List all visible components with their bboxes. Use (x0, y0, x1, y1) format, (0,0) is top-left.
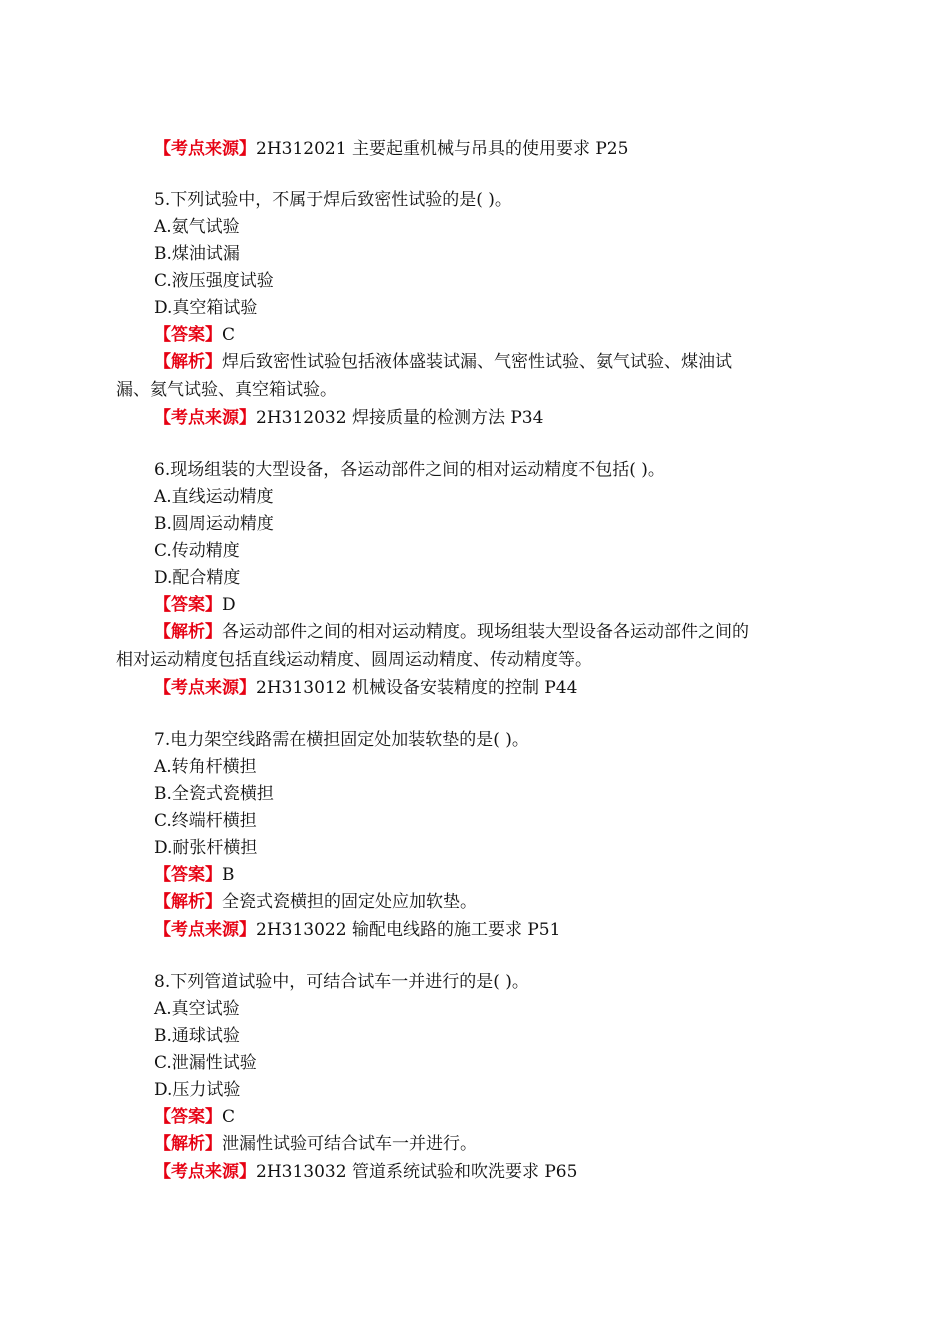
analysis-label: 【解析】 (154, 622, 222, 642)
analysis-line (154, 892, 477, 912)
option-a (154, 757, 257, 777)
option-d (154, 298, 257, 318)
option-b (154, 244, 240, 264)
source-label: 【考点来源】 (154, 1162, 256, 1182)
question-8 (154, 972, 529, 992)
analysis-label: 【解析】 (154, 352, 222, 372)
option-b (154, 784, 274, 804)
option-d (154, 1080, 240, 1100)
analysis-text: 泄漏性试验可结合试车一并进行。 (222, 1134, 477, 1154)
analysis-text: 漏、氦气试验、真空箱试验。 (116, 380, 337, 400)
question-text: 7.电力架空线路需在横担固定处加装软垫的是( )。 (154, 730, 529, 750)
option-d (154, 838, 257, 858)
option-b (154, 1026, 240, 1046)
option-text: D.配合精度 (154, 568, 241, 588)
analysis-text: 各运动部件之间的相对运动精度。现场组装大型设备各运动部件之间的 (222, 622, 749, 642)
answer-line (154, 595, 236, 615)
question-5 (154, 190, 512, 210)
option-text: A.转角杆横担 (154, 757, 257, 777)
analysis-text: 相对运动精度包括直线运动精度、圆周运动精度、传动精度等。 (116, 650, 592, 670)
question-7 (154, 730, 529, 750)
answer-line (154, 325, 235, 345)
analysis-line (154, 1134, 477, 1154)
option-a (154, 999, 240, 1019)
answer-label: 【答案】 (154, 595, 222, 615)
option-c (154, 271, 274, 291)
analysis-continuation (116, 650, 592, 670)
option-b (154, 514, 274, 534)
option-c (154, 1053, 257, 1073)
option-text: D.压力试验 (154, 1080, 241, 1100)
option-text: C.传动精度 (154, 541, 240, 561)
source-label: 【考点来源】 (154, 920, 256, 940)
answer-text: D (222, 595, 236, 615)
option-text: B.圆周运动精度 (154, 514, 274, 534)
answer-label: 【答案】 (154, 325, 222, 345)
option-text: B.通球试验 (154, 1026, 240, 1046)
analysis-label: 【解析】 (154, 1134, 222, 1154)
answer-text: C (222, 1107, 236, 1127)
source-label: 【考点来源】 (154, 408, 256, 428)
answer-line (154, 865, 235, 885)
option-text: C.液压强度试验 (154, 271, 274, 291)
source-text: 2H313032 管道系统试验和吹洗要求 P65 (256, 1162, 578, 1182)
source-text: 2H312021 主要起重机械与吊具的使用要求 P25 (256, 139, 629, 159)
option-text: A.直线运动精度 (154, 487, 274, 507)
question-text: 8.下列管道试验中，可结合试车一并进行的是( )。 (154, 972, 529, 992)
answer-text: C (222, 325, 236, 345)
option-text: B.煤油试漏 (154, 244, 240, 264)
option-c (154, 541, 240, 561)
option-text: D.耐张杆横担 (154, 838, 258, 858)
source-label: 【考点来源】 (154, 139, 256, 159)
answer-label: 【答案】 (154, 865, 222, 885)
source-line (154, 1162, 577, 1182)
source-line (154, 139, 628, 159)
source-line (154, 920, 560, 940)
source-line (154, 408, 543, 428)
answer-label: 【答案】 (154, 1107, 222, 1127)
question-text: 6.现场组装的大型设备，各运动部件之间的相对运动精度不包括( )。 (154, 460, 665, 480)
analysis-text: 全瓷式瓷横担的固定处应加软垫。 (222, 892, 477, 912)
option-d (154, 568, 240, 588)
source-text: 2H313022 输配电线路的施工要求 P51 (256, 920, 561, 940)
option-a (154, 217, 240, 237)
option-text: A.氨气试验 (154, 217, 240, 237)
option-text: C.泄漏性试验 (154, 1053, 257, 1073)
answer-line (154, 1107, 235, 1127)
question-6 (154, 460, 665, 480)
source-text: 2H312032 焊接质量的检测方法 P34 (256, 408, 544, 428)
option-text: A.真空试验 (154, 999, 240, 1019)
analysis-continuation (116, 380, 337, 400)
analysis-text: 焊后致密性试验包括液体盛装试漏、气密性试验、氨气试验、煤油试 (222, 352, 732, 372)
option-text: D.真空箱试验 (154, 298, 258, 318)
option-text: B.全瓷式瓷横担 (154, 784, 274, 804)
analysis-line (154, 352, 732, 372)
answer-text: B (222, 865, 235, 885)
analysis-line (154, 622, 749, 642)
question-text: 5.下列试验中，不属于焊后致密性试验的是( )。 (154, 190, 512, 210)
source-label: 【考点来源】 (154, 678, 256, 698)
source-line (154, 678, 577, 698)
option-text: C.终端杆横担 (154, 811, 257, 831)
analysis-label: 【解析】 (154, 892, 222, 912)
option-c (154, 811, 257, 831)
option-a (154, 487, 274, 507)
source-text: 2H313012 机械设备安装精度的控制 P44 (256, 678, 578, 698)
